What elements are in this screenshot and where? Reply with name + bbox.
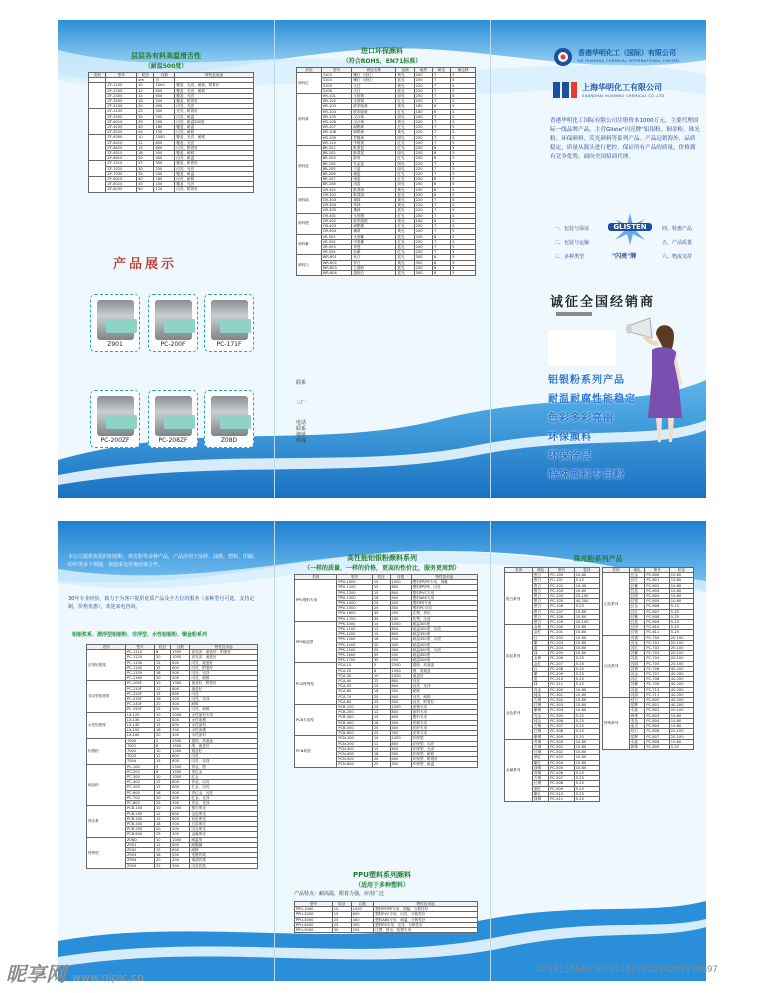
panel-table-title: 珠光粉系列产品 <box>573 555 623 563</box>
slogan-line: 铝银粉系列产品 <box>548 375 625 386</box>
feature-item: 四、特惠产品 <box>662 226 693 232</box>
company-intro: 香港华明化工国际有限公司注册资本1000万元，主要代理国际一线品牌产品，主营Gliste"闪亮牌"铝银粉、铜金粉、珠光粉、环保颜料、荧光颜料等系列产品。产品远销海外，品质稳定，质量从源头进行把控，保证所有产品的质量，价格拥有竞争优势，面向全国招商代理。 <box>550 118 700 160</box>
outside-panel-cover <box>490 20 706 498</box>
bucket-image <box>97 396 134 436</box>
company-name-sh-en: SHANGHAI HUAMING CHEMICAL CO.,LTD <box>582 94 665 98</box>
aluminium-paste-table: 类别 型号 粒径 目数 特性及用途 浮型铝银浆 PC-1110 8 1500 高光泽、遮盖好、附着好 PC-1120 10 1000 高光泽、遮盖好 PC-1130 12 800 闪亮、遮盖好 PC-1140 15 600 闪亮、附着好 PC-1150 18 500 闪亮、光泽 PC-1160 20 400 闪亮、耐候 非浮型铝银浆 PC-200F 10 1000 遮盖好、附着好 PC-210F 12 800 遮盖好 PC-220F 15 600 闪亮 PC-230F 18 500 闪亮、光泽 PC-240F 20 400 耐候 PC-250F 25 300 闪亮、耐候 水性铝银浆 LX-120 10 1000 水性涂料专用 LX-130 12 800 水性油墨 LX-140 15 600 水性涂料 LX-150 18 500 水性油墨 LX-160 20 400 水性涂料 铝银粉 7000 5 2500 超细、高遮盖 7001 8 1500 细、遮盖好 7002 10 1000 遮盖好 7003 12 800 闪亮 7004 15 600 闪亮、光泽 铜金粉 PC-100 5 2500 青金、细 PC-200 8 1500 青红金 PC-300 10 1000 红金 PC-400 12 800 青金、闪亮 PC-500 15 600 红金、闪亮 PC-600 18 500 青红金、闪亮 PC-700 20 400 红金、光泽 PC-800 25 300 青金、光泽 珠光系 PCB-100 10 1000 银白珠光 PCB-200 12 800 金色珠光 PCB-300 15 600 彩色珠光 PCB-400 18 500 幻彩珠光 PCB-500 20 400 闪光珠光 PCB-600 25 300 金属珠光 特殊型 Z08D 10 1000 耐温型 Z901 12 800 耐酸碱 Z902 15 600 耐候 Z903 18 500 电镀效果 Z904 20 400 镜面效果 Z905 25 300 闪亮效果 <box>86 644 258 869</box>
section-heading: 铝银浆系、漂浮型铝银粉、非浮型、水性铝银粉、铜金粉系列 <box>72 632 208 638</box>
panel-table-title: 层层各有料高温滑舌性 <box>131 52 201 60</box>
eco-pigment-table: 类别 型号 颜色名称 色调 耐热 耐光 耐迁移 颜料红 3103 嫩红（浅红） 黄光 200 7 5 3104 嫩红（深红） 蓝光 200 7 5 3105 大红 黄光 220 7 5 3106 大红 蓝光 220 7 5 颜料黄 HR-101 永固黄 绿光 200 7 5 HR-102 永固黄 红光 200 7 5 HR-103 联苯胺黄 黄光 180 6 5 HR-104 联苯胺黄 红光 180 6 5 HR-105 汉沙黄 绿光 200 7 5 HR-106 汉沙黄 黄光 200 7 5 HR-107 耐晒黄 红光 220 7 5 HR-108 耐晒黄 黄光 220 7 5 HR-109 柠檬黄 绿光 200 7 5 HR-110 中铬黄 红光 200 7 5 颜料蓝 BR-201 酞菁蓝 红光 250 8 5 BR-202 酞菁蓝 绿光 250 8 5 BR-203 群青 红光 250 8 5 BR-204 孔雀蓝 绿光 220 7 5 BR-205 天蓝 绿光 220 7 5 BR-206 湖蓝 红光 220 7 5 BR-207 深蓝 红光 250 8 5 BR-208 浅蓝 绿光 250 8 5 颜料绿 GR-301 酞菁绿 黄光 250 8 5 GR-302 酞菁绿 蓝光 250 8 5 GR-303 翠绿 黄光 220 7 5 GR-304 草绿 黄光 220 7 5 GR-305 墨绿 蓝光 220 7 5 颜料橙 OR-401 永固橙 红光 200 7 5 OR-402 联苯胺橙 黄光 180 6 5 OR-403 耐晒橙 红光 200 7 5 OR-404 橘黄 黄光 200 7 5 颜料紫 VR-501 永固紫 蓝光 250 8 5 VR-502 甲基紫 红光 200 7 5 VR-503 青莲 蓝光 200 7 5 VR-504 品紫 红光 200 7 5 颜料白 WR-601 钛白 蓝光 300 8 5 WR-602 锌白 黄光 300 8 5 WR-603 立德粉 蓝光 250 8 5 WR-604 超细白 蓝光 300 8 5 <box>296 67 476 276</box>
product-card <box>204 390 254 448</box>
panel-table-subtitle: （符合ROHS，EN71标准） <box>342 58 422 65</box>
product-showcase-title: 产品展示 <box>113 257 178 272</box>
company-name-sh: 上海华明化工有限公司 <box>582 83 662 92</box>
panel-table-subtitle: （适用于多种塑料） <box>354 882 409 889</box>
recruit-headline: 诚征全国经销商 <box>550 295 656 310</box>
glisten-brand-logo <box>600 213 660 245</box>
company-name-hk-en: HK HUAMING CHEMICAL INTERNATIONAL LIMITED <box>578 59 680 63</box>
product-card <box>90 390 140 448</box>
panel-table-subtitle: （耐温500度） <box>144 63 188 70</box>
panel-table-title: PPU塑料系列颜料 <box>353 871 411 879</box>
slogan-line: 耐温耐腐性能稳定 <box>548 394 636 405</box>
brand-name-cn: "闪亮"牌 <box>612 253 637 260</box>
bucket-image <box>155 396 192 436</box>
watermark-id: ID:11155640 NO:20160702224207239697 <box>536 965 718 975</box>
brochure-inside-sheet <box>58 521 706 981</box>
company-name-hk: 香港华明化工（国际）有限公司 <box>578 49 676 57</box>
bucket-image <box>155 300 192 340</box>
product-card <box>148 294 198 352</box>
panel-table-subtitle: （一样的质量，一样的价格，更高的性价比，服务更周到） <box>303 565 460 572</box>
feature-item: 一、包装与保证 <box>554 226 590 232</box>
pearl-pigment-table-right: 类别 颜色 型号 粒径 幻彩系列 幻金 PC-600 10-60 幻红 PC-601 10-60 幻紫 PC-602 10-60 幻蓝 PC-603 10-60 幻绿 PC-604 10-60 幻银 PC-605 10-60 幻金 PC-606 5-25 幻红 PC-607 5-25 幻紫 PC-608 5-25 幻蓝 PC-609 5-25 幻绿 PC-610 5-25 幻银 PC-611 5-25 闪光系列 闪银 PC-700 20-100 闪金 PC-701 20-100 闪红 PC-702 20-100 闪紫 PC-703 20-100 闪蓝 PC-704 20-100 闪绿 PC-705 20-100 闪银 PC-706 40-200 闪金 PC-707 40-200 闪红 PC-708 40-200 闪紫 PC-709 40-200 闪蓝 PC-710 40-200 闪绿 PC-711 40-200 特殊系列 钻石 PC-800 40-200 星辉 PC-801 40-200 水晶 PC-802 20-100 珍珠 PC-803 10-60 变色 PC-804 10-60 夜光 PC-805 10-60 钻石 PC-806 20-100 星辉 PC-807 20-100 水晶 PC-808 10-60 珍珠 PC-809 5-25 <box>602 567 694 750</box>
slogan-line: 环保涂层 <box>548 451 592 462</box>
panel-table-title: 进口环保颜料 <box>361 47 403 55</box>
table-note: 产品特点：耐高温，附着力强，应用广泛 <box>294 891 385 897</box>
panel-table-title: 高性能铝银粉颜料系列 <box>347 554 417 562</box>
product-label: PC-171F <box>216 341 242 348</box>
pearl-pigment-table-left: 类别 颜色 型号 粒径 银白系列 银白 PC-100 10-60 银白 PC-101 5-25 银白 PC-102 10-40 银白 PC-103 10-60 银白 PC-104 20-100 银白 PC-105 40-200 银白 PC-106 5-25 银白 PC-107 10-60 银白 PC-108 10-60 银白 PC-109 20-100 彩虹系列 金黄 PC-200 10-60 金红 PC-201 10-60 红 PC-202 10-60 紫 PC-203 10-60 蓝 PC-204 10-60 绿 PC-205 10-60 金黄 PC-206 5-25 金红 PC-207 5-25 红 PC-208 5-25 紫 PC-209 5-25 蓝 PC-210 5-25 绿 PC-211 5-25 金色系列 亮金 PC-300 10-60 纯金 PC-301 10-60 古铜 PC-302 10-60 红铜 PC-303 10-60 紫铜 PC-304 10-60 亮金 PC-305 5-25 纯金 PC-306 5-25 古铜 PC-307 5-25 红铜 PC-308 5-25 紫铜 PC-309 5-25 金属系列 青铜 PC-500 10-60 古铜 PC-501 10-60 红铜 PC-502 10-60 酒红 PC-503 10-60 紫红 PC-504 10-60 绿铜 PC-505 10-60 青铜 PC-506 5-25 古铜 PC-507 5-25 红铜 PC-508 5-25 酒红 PC-509 5-25 紫红 PC-510 5-25 绿铜 PC-511 5-25 <box>504 567 600 802</box>
sh-company-logo <box>552 80 578 100</box>
intro-paragraph: 本公司提供优质的铝银粉、珠光粉等多种产品，产品应用于涂料、油墨、塑料、印刷、纺织等多个领域，欢迎来电咨询洽谈合作。 <box>68 554 259 568</box>
product-label: Z901 <box>107 341 123 348</box>
feature-item: 二、包装与运输 <box>554 240 590 246</box>
feature-item: 五、产品质量 <box>662 240 693 246</box>
product-card <box>148 390 198 448</box>
inside-panel-left <box>58 521 274 981</box>
product-label: PC-200ZF <box>100 437 130 444</box>
brand-name: GLISTEN <box>608 223 652 231</box>
inside-panel-right <box>490 521 706 981</box>
slogan-line: 特殊颜料专用粉 <box>548 470 625 481</box>
bucket-image <box>211 396 248 436</box>
product-label: PC-208ZF <box>158 437 188 444</box>
inside-panel-middle <box>274 521 490 981</box>
slogan-line: 色彩多彩亮丽 <box>548 413 614 424</box>
notice-paragraph: 30年专业经验，致力于为客户提供优质产品及全方位的服务（多种型号可选，支持定制，价格优惠），欢迎来电咨询。 <box>68 596 255 610</box>
blank-contact-box <box>548 330 616 366</box>
feature-item: 三、多种类型 <box>554 254 585 260</box>
bucket-image <box>211 300 248 340</box>
outside-panel-middle <box>274 20 490 498</box>
product-card <box>204 294 254 352</box>
product-label: PC-200F <box>160 341 186 348</box>
blurred-text <box>556 312 592 316</box>
outside-panel-left <box>58 20 274 498</box>
slogan-line: 环保颜料 <box>548 432 592 443</box>
contact-notes: 联系 三厂 电话 联系 地址 传真 <box>296 380 307 444</box>
watermark-logo: 昵享网 www.nipic.cn <box>6 962 145 986</box>
heat-resistant-spec-table: 类别 型号 粒径 目数 特性及用途 um 目 ZF-2100 10 1000 覆盖、光亮、耐候、附着好 ZF-2200 12 800 覆盖、光亮、耐候 ZF-2300 15 600 覆盖、光亮 ZF-3500 18 500 覆盖、附着好 ZF-5100 20 400 闪亮、光亮 ZF-5130 25 300 光亮、附着好 ZF-5500 30 250 闪亮、耐温 ZF-6010 35 200 闪亮、耐温500度 ZF-6100 40 180 覆盖、耐温 ZF-6200 45 150 闪亮、耐候 ZF-6300 10 1000 覆盖、光亮、耐候 ZF-6410 12 800 覆盖、光亮 ZF-6420 15 600 闪亮、附着好 ZF-6510 18 500 覆盖、耐候 ZF-6610 20 400 闪亮、耐温 ZF-7010 25 300 覆盖、附着好 ZF-7020 30 250 闪亮、光亮 ZF-7030 35 200 覆盖、耐温 ZF-8010 40 180 闪亮、耐候 ZF-8020 45 150 覆盖、光亮 ZF-8030 50 120 闪亮、附着好 <box>88 72 254 193</box>
bucket-image <box>97 300 134 340</box>
brochure-outside-sheet <box>58 20 706 498</box>
ppu-plastic-table: 型号 粒径 目数 特性及用途 PPU-1000 10 1000 塑料PP/PE专用、细腻、分散性好 PPU-2000 15 600 塑料PVC专用、闪亮、分散性好 PPU-3000 20 400 塑料ABS专用、耐温、分散性好 PPU-4000 25 300 塑料PS专用、光泽、分散性好 PPU-5000 30 250 注塑、挤出、吹塑专用 <box>294 901 478 933</box>
feature-item: 六、物流支持 <box>662 254 693 260</box>
product-card <box>90 294 140 352</box>
product-label: Z08D <box>220 437 238 444</box>
hk-company-logo <box>552 46 574 68</box>
high-performance-table: 类别 型号 粒径 目数 特性及用途 PPU塑料专用 PPU-1000 10 1000 塑料PP/PE专用、细腻 PPU-1100 12 800 塑料PP/PE、闪亮 PPU-1200 15 600 塑料PVC专用 PPU-1300 18 500 塑料ABS专用 PPU-1400 20 400 塑料PS专用 PPU-1500 25 300 塑料PC专用 PPU-1600 30 250 注塑、挤出 PPU-1700 35 200 吹塑、压延 PPS耐温型 PPS-1000 10 1000 耐温300度 PPS-1100 12 800 耐温300度、闪亮 PPS-1200 15 600 耐温350度 PPS-1300 18 500 耐温350度、闪亮 PPS-1400 20 400 耐温400度 PPS-1500 25 300 耐温400度、闪亮 PPS-1600 30 250 耐温450度 PPS-1700 35 200 耐温500度 PCA特殊型 PCA-10 5 2500 超细、高遮盖 PCA-20 8 1500 细、高遮盖 PCA-30 10 1000 遮盖好 PCA-40 12 800 闪亮 PCA-50 15 600 闪亮、光泽 PCA-60 18 500 耐候 PCA-70 20 400 闪亮、耐候 PCA-80 25 300 闪亮、附着好 PCB专用型 PCB-100 10 1000 油墨专用 PCB-200 12 800 涂料专用 PCB-300 15 600 塑料专用 PCB-400 18 500 印刷专用 PCB-500 20 400 纺织专用 PCB-600 25 300 皮革专用 PCN新型 PCN-100 10 1000 环保型 PCN-200 12 800 环保型、闪亮 PCN-300 15 600 环保型、光泽 PCN-400 18 500 环保型、耐候 PCN-500 20 400 环保型、附着好 PCN-600 25 300 环保型、耐温 <box>294 574 478 768</box>
